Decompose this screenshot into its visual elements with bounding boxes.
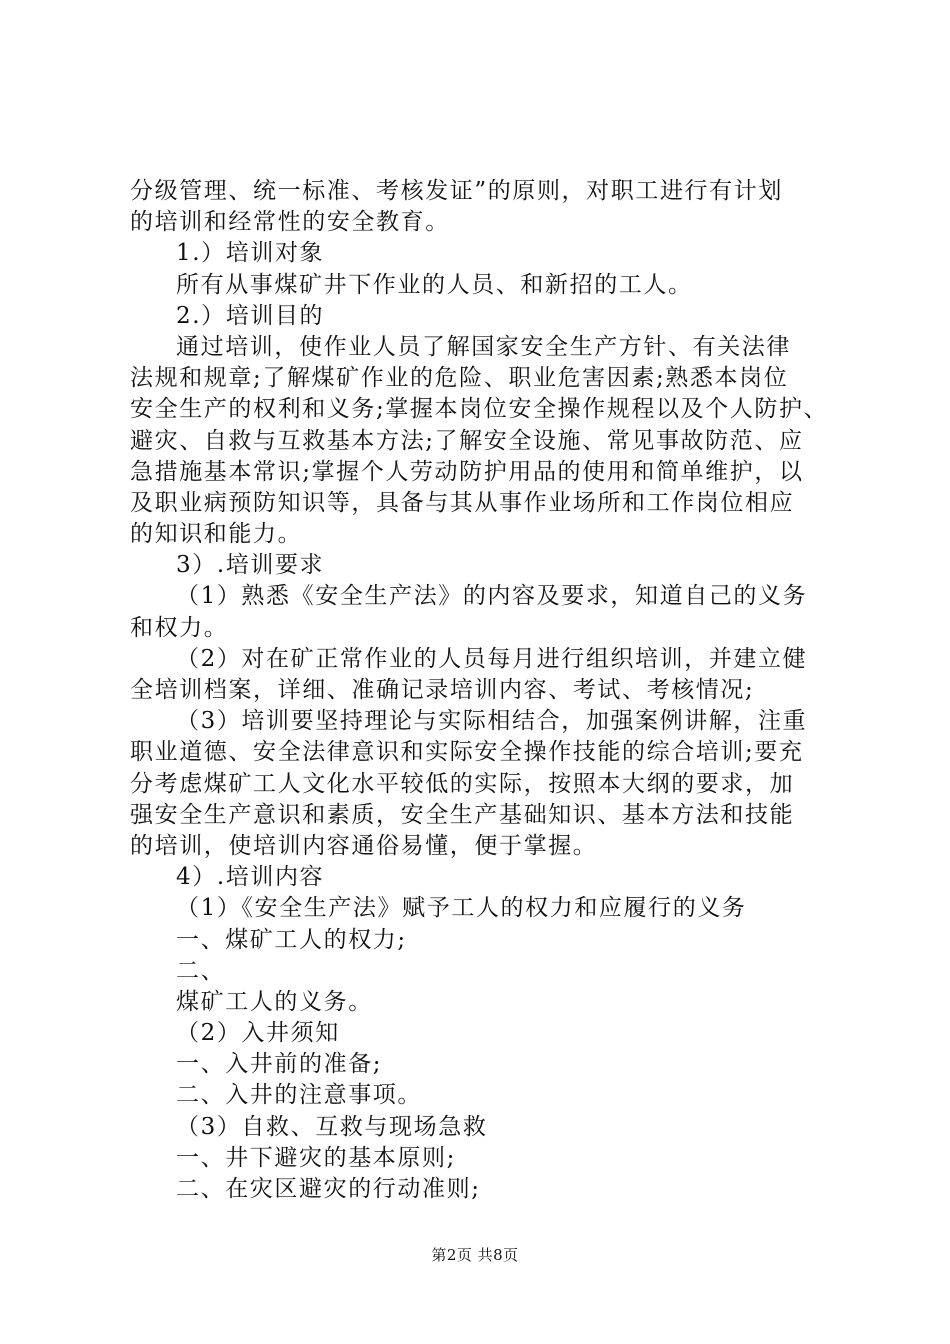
text-line: 和权力。 xyxy=(130,614,229,641)
text-line: 安全生产的权利和义务;掌握本岗位安全操作规程以及个人防护、 xyxy=(130,396,829,423)
text-line: 全培训档案，详细、准确记录培训内容、考试、考核情况; xyxy=(130,677,755,703)
text-line: 煤矿工人的义务。 xyxy=(176,988,373,1015)
text-line: （1）《安全生产法》赋予工人的权力和应履行的义务 xyxy=(176,895,747,922)
text-line: 急措施基本常识;掌握个人劳动防护用品的使用和简单维护，以 xyxy=(130,458,804,485)
text-line: 二、在灾区避灾的行动准则; xyxy=(176,1176,481,1202)
text-line: 1.）培训对象 xyxy=(176,240,325,267)
text-line: 所有从事煤矿井下作业的人员、和新招的工人。 xyxy=(176,271,693,298)
text-line: 及职业病预防知识等，具备与其从事作业场所和工作岗位相应 xyxy=(130,489,795,516)
text-line: 的培训，使培训内容通俗易懂，便于掌握。 xyxy=(130,832,598,859)
text-line: 法规和规章;了解煤矿作业的危险、职业危害因素;熟悉本岗位 xyxy=(130,365,789,392)
text-line: （2）对在矿正常作业的人员每月进行组织培训，并建立健 xyxy=(176,645,808,672)
text-line: 2.）培训目的 xyxy=(176,302,325,329)
text-line: 的培训和经常性的安全教育。 xyxy=(130,209,450,236)
text-line: 强安全生产意识和素质，安全生产基础知识、基本方法和技能 xyxy=(130,801,795,828)
text-line: （3）培训要坚持理论与实际相结合，加强案例讲解，注重 xyxy=(176,708,808,735)
text-line: 分级管理、统一标准、考核发证”的原则，对职工进行有计划 xyxy=(130,178,783,204)
page-footer: 第2页 共8页 xyxy=(431,1246,519,1264)
document-body xyxy=(130,176,835,1205)
text-line: 3）.培训要求 xyxy=(176,552,325,579)
text-line: 一、煤矿工人的权力; xyxy=(176,926,407,953)
text-line: 一、入井前的准备; xyxy=(176,1051,383,1078)
text-line: （1）熟悉《安全生产法》的内容及要求，知道自己的义务 xyxy=(176,583,808,610)
text-line: （3）自救、互救与现场急救 xyxy=(176,1113,488,1140)
text-line: 职业道德、安全法律意识和实际安全操作技能的综合培训;要充 xyxy=(130,739,804,766)
text-line: 通过培训，使作业人员了解国家安全生产方针、有关法律 xyxy=(176,333,791,360)
text-line: （2）入井须知 xyxy=(176,1020,340,1047)
text-line: 分考虑煤矿工人文化水平较低的实际，按照本大纲的要求，加 xyxy=(130,770,795,797)
text-line: 的知识和能力。 xyxy=(130,521,303,548)
text-line: 4）.培训内容 xyxy=(176,864,325,891)
text-line: 一、井下避灾的基本原则; xyxy=(176,1144,456,1171)
text-line: 二、 xyxy=(176,957,226,984)
text-line: 避灾、自救与互救基本方法;了解安全设施、常见事故防范、应 xyxy=(130,427,804,454)
text-line: 二、入井的注意事项。 xyxy=(176,1082,422,1109)
